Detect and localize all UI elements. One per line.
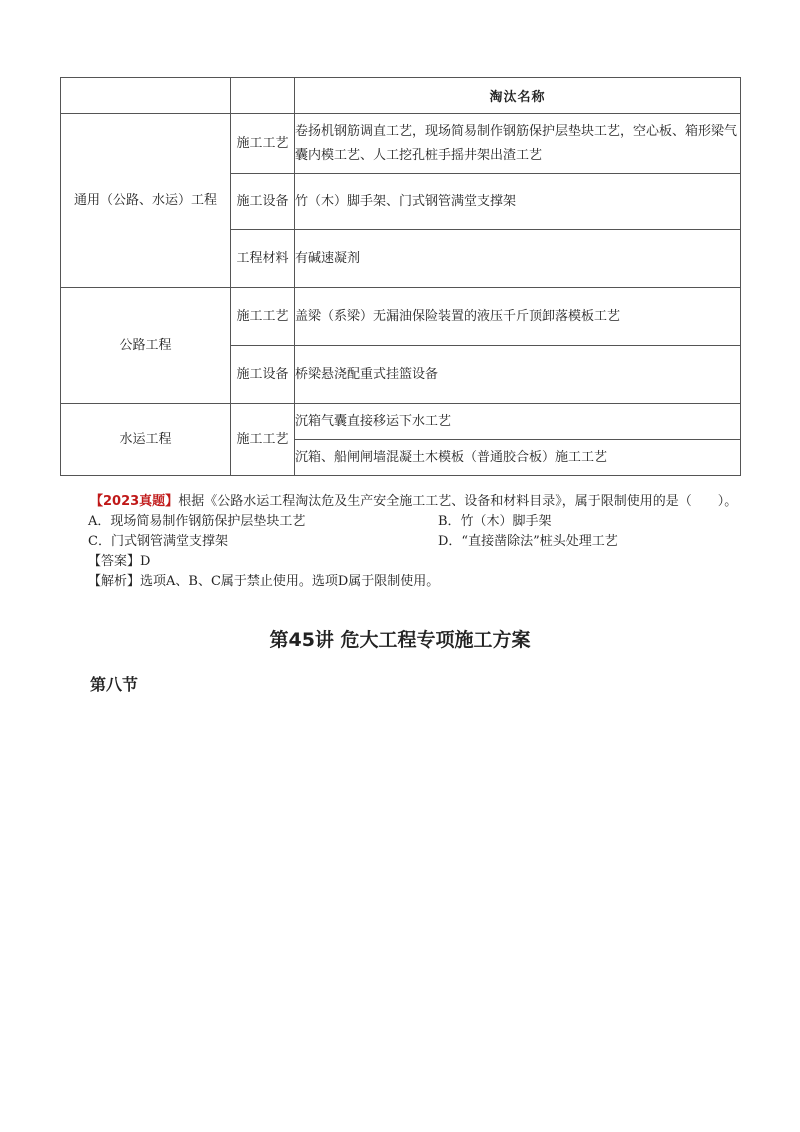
option-d: D．“直接凿除法”桩头处理工艺 [438, 534, 618, 549]
table-row [61, 288, 741, 346]
question-stem [62, 492, 742, 512]
section-title: 第八节 [90, 675, 139, 694]
options-row-2 [62, 532, 742, 552]
lecture-title: 第45讲 危大工程专项施工方案 [269, 629, 531, 651]
header-cell-name: 淘汰名称 [295, 78, 741, 114]
category-cell-general: 通用（公路、水运）工程 [61, 114, 231, 288]
name-cell: 沉箱、船闸闸墙混凝土木模板（普通胶合板）施工工艺 [295, 440, 741, 476]
question-text: 根据《公路水运工程淘汰危及生产安全施工工艺、设备和材料目录》，属于限制使用的是（ ）。 [178, 494, 738, 509]
type-cell: 施工工艺 [231, 288, 295, 346]
name-cell: 盖梁（系梁）无漏油保险装置的液压千斤顶卸落模板工艺 [295, 288, 741, 346]
table-row [61, 404, 741, 440]
exam-year-tag: 【2023真题】 [90, 494, 179, 509]
header-cell-type [231, 78, 295, 114]
header-cell-category [61, 78, 231, 114]
type-cell: 施工工艺 [231, 404, 295, 476]
table-row [61, 114, 741, 174]
eliminated-items-table [60, 77, 741, 476]
type-cell: 工程材料 [231, 230, 295, 288]
category-cell-highway: 公路工程 [61, 288, 231, 404]
name-cell: 有碱速凝剂 [295, 230, 741, 288]
name-cell: 卷扬机钢筋调直工艺，现场简易制作钢筋保护层垫块工艺，空心板、箱形梁气囊内模工艺、人工挖孔桩手摇井架出渣工艺 [295, 114, 741, 174]
type-cell: 施工设备 [231, 346, 295, 404]
table-header-row [61, 78, 741, 114]
type-cell: 施工设备 [231, 174, 295, 230]
name-cell: 竹（木）脚手架、门式钢管满堂支撑架 [295, 174, 741, 230]
analysis-line: 【解析】选项A、B、C属于禁止使用。选项D属于限制使用。 [88, 574, 440, 589]
option-c: C．门式钢管满堂支撑架 [88, 534, 228, 549]
option-a: A．现场简易制作钢筋保护层垫块工艺 [88, 514, 306, 529]
name-cell: 桥梁悬浇配重式挂篮设备 [295, 346, 741, 404]
exam-question [62, 492, 742, 592]
answer-line: 【答案】D [88, 554, 151, 569]
option-b: B．竹（木）脚手架 [438, 514, 552, 529]
name-cell: 沉箱气囊直接移运下水工艺 [295, 404, 741, 440]
category-cell-waterway: 水运工程 [61, 404, 231, 476]
type-cell: 施工工艺 [231, 114, 295, 174]
options-row-1 [62, 512, 742, 532]
